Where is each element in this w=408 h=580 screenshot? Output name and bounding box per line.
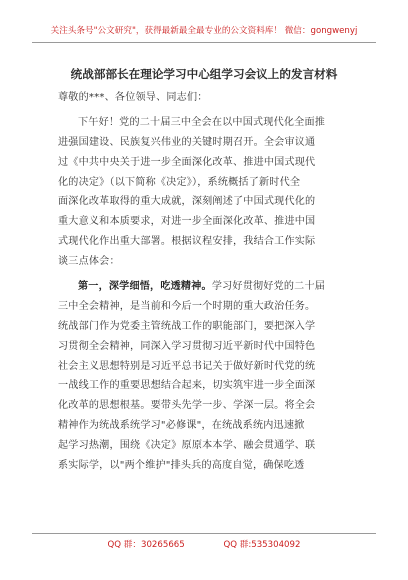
paragraph-line: 社会主义思想特别是习近平总书记关于做好新时代党的统 <box>58 360 316 372</box>
paragraph-line <box>58 277 350 297</box>
paragraph-2 <box>58 277 350 476</box>
paragraph-line: 起学习热潮，围绕《决定》原原本本学、融会贯通学、联 <box>58 440 316 452</box>
footer <box>0 538 408 550</box>
paragraph-line: 三中全会精神，是当前和今后一个时期的重大政治任务。 <box>58 300 316 312</box>
paragraph-line: 精神作为统战系统学习"必修课"，在统战系统内迅速掀 <box>58 420 305 432</box>
section-heading: 第一，深学细悟，吃透精神。 <box>78 281 212 293</box>
paragraph-1 <box>58 113 350 272</box>
document-title: 统战部部长在理论学习中心组学习会议上的发言材料 <box>70 67 338 81</box>
paragraph-line: 化的决定》（以下简称《决定》），系统概括了新时代全 <box>58 176 301 188</box>
paragraph-line: 过《中共中央关于进一步全面深化改革、推进中国式现代 <box>58 156 316 168</box>
paragraph-line: 下午好！党的二十届三中全会在以中国式现代化全面推 <box>78 116 326 128</box>
footer-qq-group-2: QQ 群:535304092 <box>223 540 301 550</box>
paragraph-line: 重大意义和本质要求，对进一步全面深化改革、推进中国 <box>58 216 316 228</box>
salutation: 尊敬的***、各位领导、同志们： <box>58 92 208 103</box>
paragraph-line: 系实际学，以"两个维护"排头兵的高度自觉，确保吃透 <box>58 460 305 472</box>
paragraph-text: 学习好贯彻好党的二十届 <box>211 281 326 293</box>
paragraph-line: 一战线工作的重要思想结合起来，切实筑牢进一步全面深 <box>58 380 316 392</box>
paragraph-line: 式现代化作出重大部署。根据议程安排，我结合工作实际 <box>58 236 316 248</box>
paragraph-line: 统战部门作为党委主管统战工作的职能部门，要把深入学 <box>58 320 316 332</box>
paragraph-line: 进强国建设、民族复兴伟业的关键时期召开。全会审议通 <box>58 136 316 148</box>
header-divider <box>32 42 376 43</box>
paragraph-line: 习贯彻全会精神，同深入学习贯彻习近平新时代中国特色 <box>58 340 316 352</box>
document-body <box>58 88 350 476</box>
paragraph-line: 化改革的思想根基。要带头先学一步、学深一层。将全会 <box>58 400 316 412</box>
footer-qq-group-1: QQ 群：30265665 <box>107 540 185 550</box>
paragraph-line: 谈三点体会： <box>58 256 120 268</box>
header-banner: 关注头条号"公文研究"，获得最新最全最专业的公文资料库！ 微信：gongwenyj <box>50 26 358 36</box>
paragraph-line: 面深化改革取得的重大成就，深刻阐述了中国式现代化的 <box>58 196 316 208</box>
footer-divider <box>32 533 376 534</box>
